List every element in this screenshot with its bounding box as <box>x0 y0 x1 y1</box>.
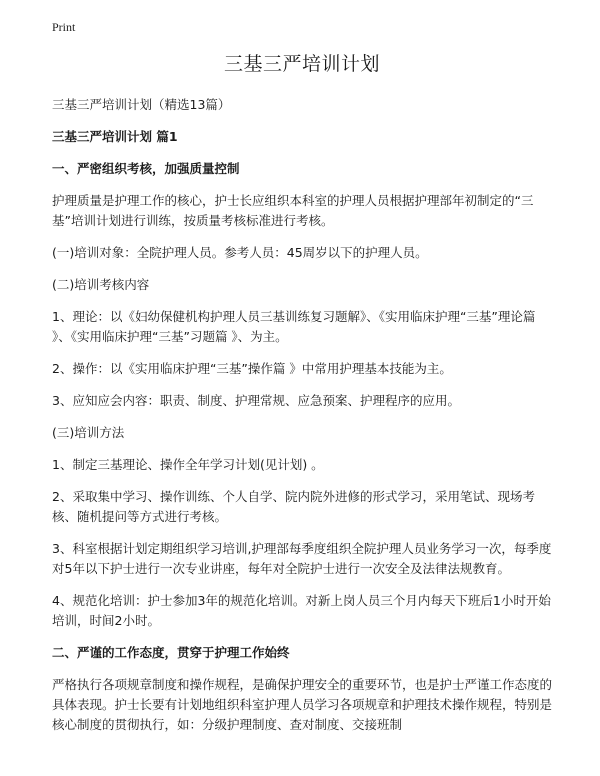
document-subtitle: 三基三严培训计划（精选13篇） <box>52 97 231 112</box>
paragraph: 护理质量是护理工作的核心，护士长应组织本科室的护理人员根据护理部年初制定的“三基”培训计划进行训练，按质量考核标准进行考核。 <box>52 193 534 228</box>
paragraph: 1、理论：以《妇幼保健机构护理人员三基训练复习题解》、《实用临床护理“三基”理论篇 》、《实用临床护理“三基”习题篇 》、为主。 <box>52 309 536 344</box>
paragraph: (二)培训考核内容 <box>52 277 150 292</box>
paragraph: 2、操作：以《实用临床护理“三基”操作篇 》中常用护理基本技能为主。 <box>52 361 452 376</box>
part-heading: 三基三严培训计划 篇1 <box>52 129 178 144</box>
paragraph: 2、采取集中学习、操作训练、个人自学、院内院外进修的形式学习，采用笔试、现场考核、随机提问等方式进行考核。 <box>52 489 535 524</box>
paragraph: (一)培训对象：全院护理人员。参考人员：45周岁以下的护理人员。 <box>52 245 428 260</box>
section-heading-2: 二、严谨的工作态度，贯穿于护理工作始终 <box>52 645 290 660</box>
print-link[interactable]: Print <box>52 20 76 34</box>
paragraph: (三)培训方法 <box>52 425 125 440</box>
document-title: 三基三严培训计划 <box>223 53 380 75</box>
paragraph: 4、规范化培训：护士参加3年的规范化培训。对新上岗人员三个月内每天下班后1小时开始培训，时间2小时。 <box>52 593 551 628</box>
paragraph: 1、制定三基理论、操作全年学习计划(见计划) 。 <box>52 457 324 472</box>
paragraph: 严格执行各项规章制度和操作规程，是确保护理安全的重要环节，也是护士严谨工作态度的具体表现。护士长要有计划地组织科室护理人员学习各项规章和护理技术操作规程，特别是核心制度的贯彻执行，如：分级护理制度、查对制度、交接班制 <box>52 677 553 732</box>
paragraph: 3、应知应会内容：职责、制度、护理常规、应急预案、护理程序的应用。 <box>52 393 460 408</box>
paragraph: 3、科室根据计划定期组织学习培训,护理部每季度组织全院护理人员业务学习一次，每季度对5年以下护士进行一次专业讲座，每年对全院护士进行一次安全及法律法规教育。 <box>52 541 552 576</box>
section-heading-1: 一、严密组织考核，加强质量控制 <box>52 161 240 176</box>
document-page <box>52 50 552 747</box>
